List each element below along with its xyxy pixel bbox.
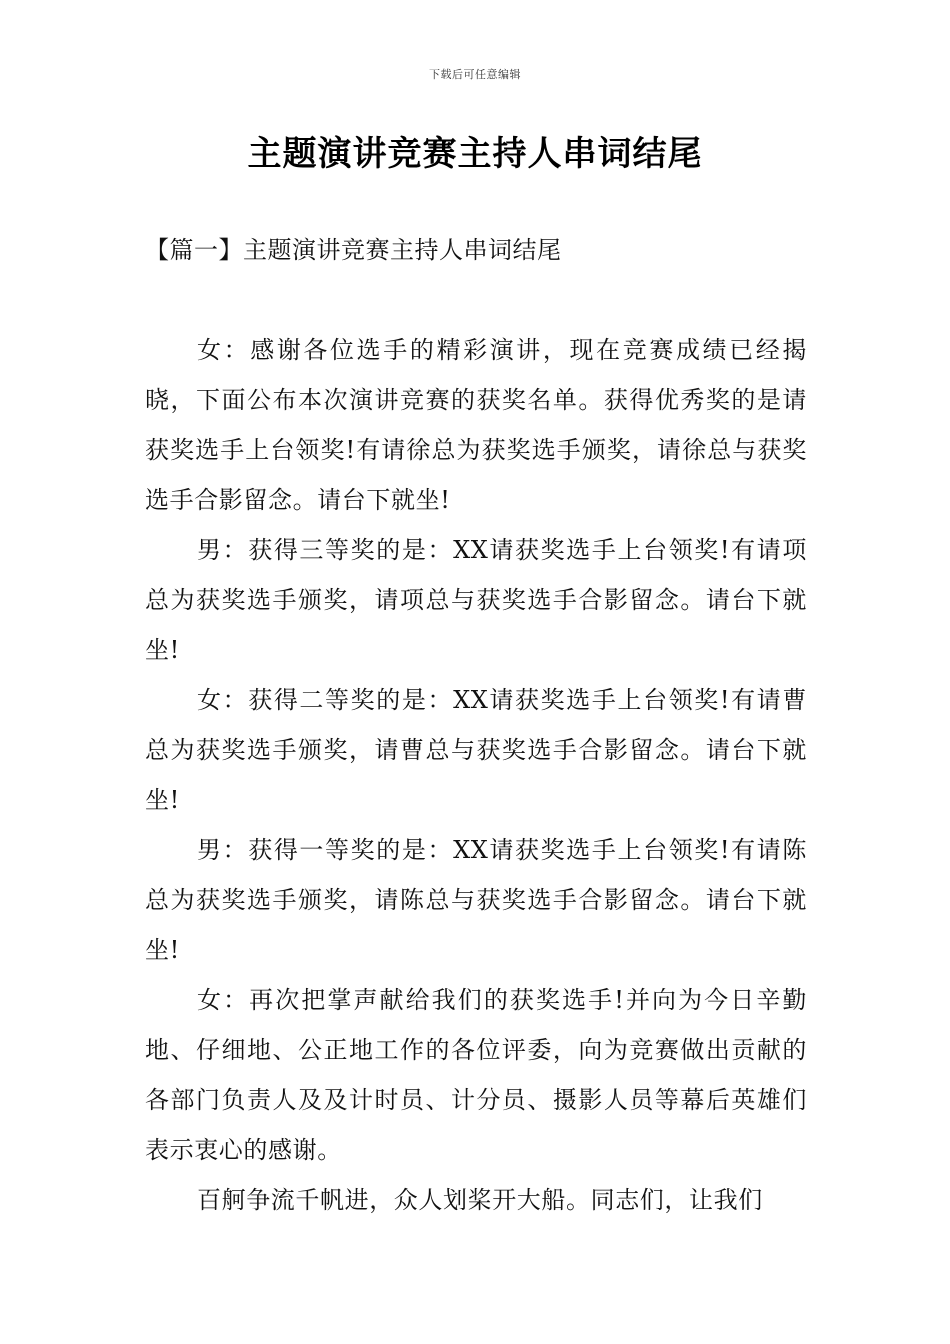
document-body <box>145 325 807 1225</box>
paragraph: 男：获得一等奖的是：XX请获奖选手上台领奖!有请陈总为获奖选手颁奖，请陈总与获奖选手合影留念。请台下就坐! <box>145 836 807 964</box>
header-note: 下载后可任意编辑 <box>429 68 521 81</box>
document-title: 主题演讲竞赛主持人串词结尾 <box>247 134 703 174</box>
paragraph: 百舸争流千帆进，众人划桨开大船。同志们，让我们 <box>197 1186 763 1214</box>
paragraph: 女：再次把掌声献给我们的获奖选手!并向为今日辛勤地、仔细地、公正地工作的各位评委，向为竞赛做出贡献的各部门负责人及及计时员、计分员、摄影人员等幕后英雄们表示衷心的感谢。 <box>145 986 807 1164</box>
section-heading: 【篇一】主题演讲竞赛主持人串词结尾 <box>145 236 562 264</box>
paragraph: 男：获得三等奖的是：XX请获奖选手上台领奖!有请项总为获奖选手颁奖，请项总与获奖选手合影留念。请台下就坐! <box>145 536 807 664</box>
paragraph: 女：获得二等奖的是：XX请获奖选手上台领奖!有请曹总为获奖选手颁奖，请曹总与获奖选手合影留念。请台下就坐! <box>145 686 807 814</box>
paragraph: 女：感谢各位选手的精彩演讲，现在竞赛成绩已经揭晓，下面公布本次演讲竞赛的获奖名单。获得优秀奖的是请获奖选手上台领奖!有请徐总为获奖选手颁奖，请徐总与获奖选手合影留念。请台下就坐! <box>145 336 807 514</box>
